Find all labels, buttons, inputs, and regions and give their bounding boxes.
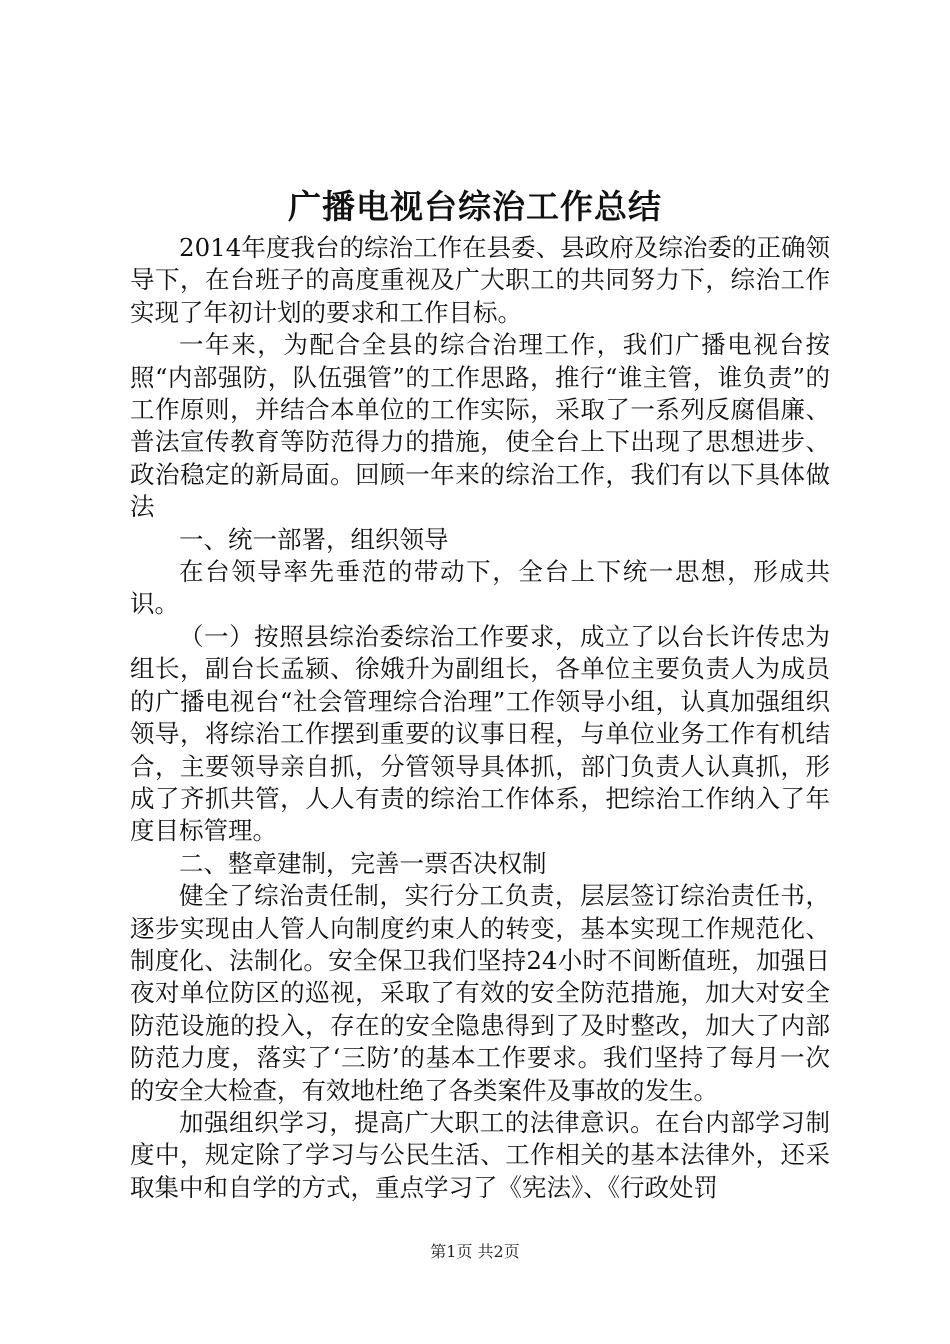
paragraph-leadership-group: （一）按照县综治委综治工作要求，成立了以台长许传忠为组长，副台长孟颍、徐娥升为副组长，各单位主要负责人为成员的广播电视台“社会管理综合治理”工作领导小组，认真加强组织领导，将综治工作摆到重要的议事日程，与单位业务工作有机结合，主要领导亲自抓，分管领导具体抓，部门负责人认真抓，形成了齐抓共管，人人有责的综治工作体系，把综治工作纳入了年度目标管理。	[130, 621, 830, 846]
paragraph-responsibility: 健全了综治责任制，实行分工负责，层层签订综治责任书，逐步实现由人管人向制度约束人的转变，基本实现工作规范化、制度化、法制化。安全保卫我们坚持24小时不间断值班，加强日夜对单位防区的巡视，采取了有效的安全防范措施，加大对安全防范设施的投入，存在的安全隐患得到了及时整改，加大了内部防范力度，落实了‘三防’的基本工作要求。我们坚持了每月一次的安全大检查，有效地杜绝了各类案件及事故的发生。	[130, 881, 830, 1105]
paragraph-legal-study: 加强组织学习，提高广大职工的法律意识。在台内部学习制度中，规定除了学习与公民生活、工作相关的基本法律外，还采取集中和自学的方式，重点学习了《宪法》、《行政处罚	[130, 1107, 830, 1202]
paragraph-consensus: 在台领导率先垂范的带动下，全台上下统一思想，形成共识。	[130, 557, 830, 619]
section-heading-1: 一、统一部署，组织领导	[179, 524, 449, 554]
paragraph-intro: 2014年度我台的综治工作在县委、县政府及综治委的正确领导下，在台班子的高度重视及广大职工的共同努力下，综治工作实现了年初计划的要求和工作目标。	[130, 233, 830, 327]
page-number-label: 第1页 共2页	[430, 1242, 520, 1261]
document-body	[130, 232, 830, 1204]
section-heading-2: 二、整章建制，完善一票否决权制	[179, 848, 547, 878]
document-title: 广播电视台综治工作总结	[288, 187, 662, 226]
page-footer	[0, 1242, 950, 1262]
paragraph-overview: 一年来，为配合全县的综合治理工作，我们广播电视台按照“内部强防，队伍强管”的工作思路，推行“谁主管，谁负责”的工作原则，并结合本单位的工作实际，采取了一系列反腐倡廉、普法宣传教育等防范得力的措施，使全台上下出现了思想进步、政治稳定的新局面。回顾一年来的综治工作，我们有以下具体做法	[130, 330, 830, 522]
